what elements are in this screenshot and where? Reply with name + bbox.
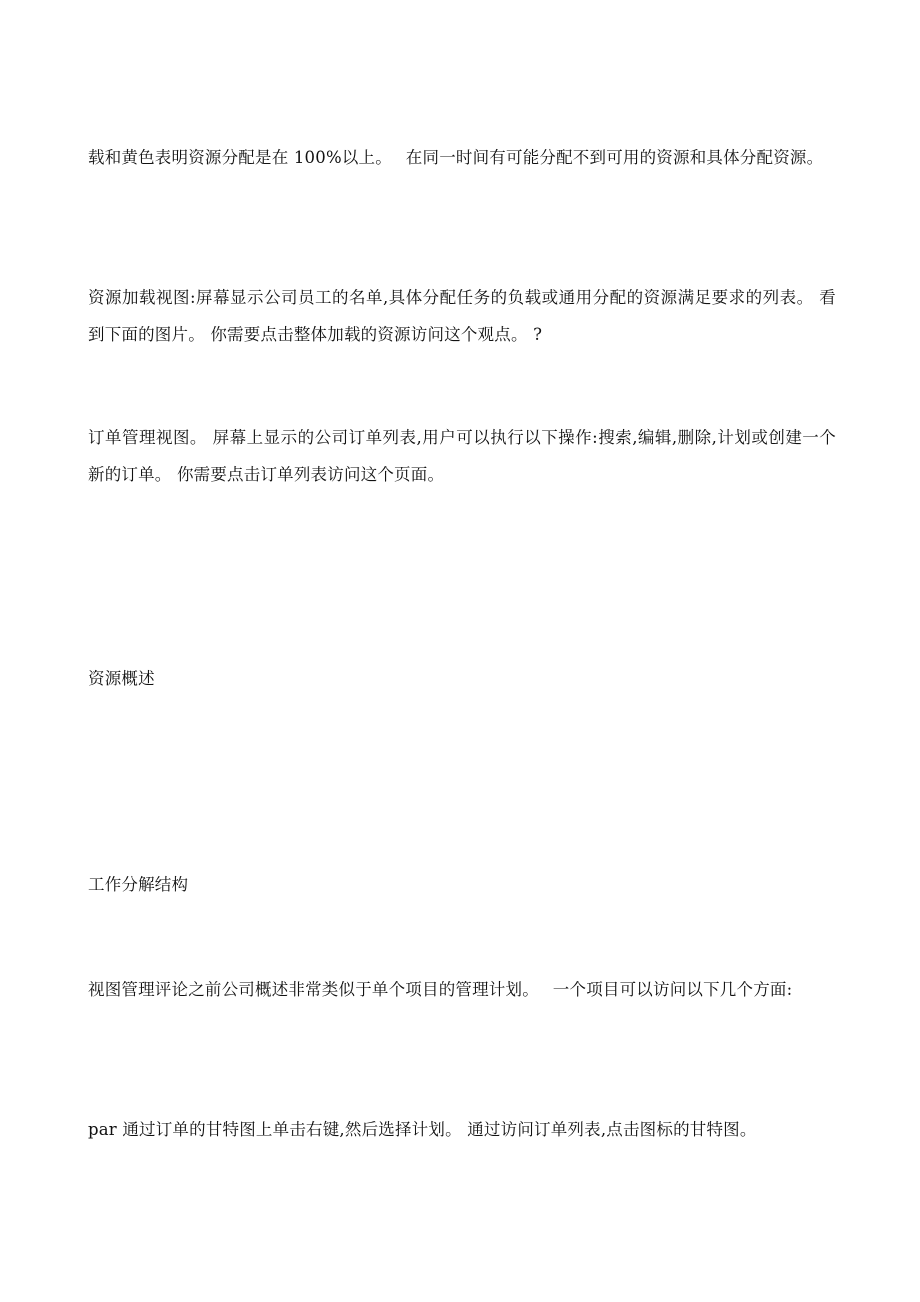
paragraph-gantt-access: par 通过订单的甘特图上单击右键,然后选择计划。 通过访问订单列表,点击图标的甘特图。 [88,1120,757,1139]
paragraph-view-management: 视图管理评论之前公司概述非常类似于单个项目的管理计划。 一个项目可以访问以下几个方面: [88,980,793,999]
paragraph-resource-allocation: 载和黄色表明资源分配是在 100%以上。 在同一时间有可能分配不到可用的资源和具体分配资源。 [88,148,824,167]
paragraph-resource-load-view: 资源加载视图:屏幕显示公司员工的名单,具体分配任务的负载或通用分配的资源满足要求的列表。 看到下面的图片。 你需要点击整体加载的资源访问这个观点。 ? [88,288,836,344]
heading-work-breakdown-structure: 工作分解结构 [88,875,189,894]
paragraph-order-management-view: 订单管理视图。 屏幕上显示的公司订单列表,用户可以执行以下操作:搜索,编辑,删除,计划或创建一个新的订单。 你需要点击订单列表访问这个页面。 [88,428,836,484]
heading-resource-overview: 资源概述 [88,669,155,688]
